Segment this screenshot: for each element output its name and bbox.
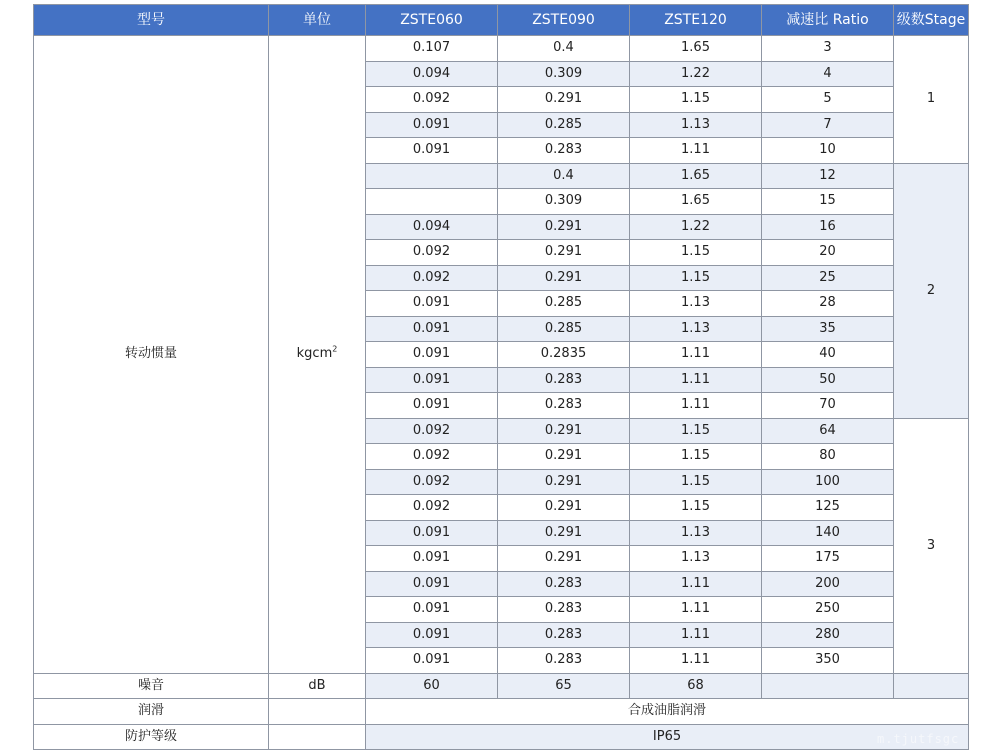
- cell-zste060: 0.091: [366, 367, 498, 393]
- cell-ratio: 200: [762, 571, 894, 597]
- cell-zste090: 0.285: [498, 112, 630, 138]
- inertia-unit: [269, 36, 366, 674]
- spec-table: [33, 4, 969, 750]
- cell-zste120: 1.15: [630, 240, 762, 266]
- cell-zste090: 0.291: [498, 495, 630, 521]
- cell-zste090: 0.291: [498, 520, 630, 546]
- header-stage: 级数Stage: [894, 5, 969, 36]
- cell-ratio: 100: [762, 469, 894, 495]
- lubrication-label: 润滑: [34, 699, 269, 725]
- cell-zste090: 0.283: [498, 393, 630, 419]
- noise-empty-stage: [894, 673, 969, 699]
- cell-ratio: 70: [762, 393, 894, 419]
- protection-value: IP65: [366, 724, 969, 750]
- cell-ratio: 3: [762, 36, 894, 62]
- cell-zste090: 0.291: [498, 546, 630, 572]
- cell-ratio: 40: [762, 342, 894, 368]
- cell-zste090: 0.2835: [498, 342, 630, 368]
- cell-zste120: 1.11: [630, 138, 762, 164]
- cell-ratio: 35: [762, 316, 894, 342]
- noise-value: 60: [366, 673, 498, 699]
- lubrication-unit: [269, 699, 366, 725]
- cell-ratio: 16: [762, 214, 894, 240]
- cell-zste120: 1.13: [630, 291, 762, 317]
- cell-zste120: 1.11: [630, 342, 762, 368]
- cell-ratio: 80: [762, 444, 894, 470]
- cell-zste090: 0.283: [498, 367, 630, 393]
- cell-zste090: 0.4: [498, 163, 630, 189]
- cell-zste060: 0.091: [366, 597, 498, 623]
- cell-zste090: 0.291: [498, 265, 630, 291]
- cell-zste060: 0.094: [366, 61, 498, 87]
- cell-ratio: 7: [762, 112, 894, 138]
- cell-zste090: 0.283: [498, 622, 630, 648]
- cell-ratio: 250: [762, 597, 894, 623]
- cell-zste120: 1.15: [630, 444, 762, 470]
- cell-ratio: 175: [762, 546, 894, 572]
- cell-zste060: 0.092: [366, 265, 498, 291]
- cell-ratio: 15: [762, 189, 894, 215]
- cell-zste120: 1.65: [630, 189, 762, 215]
- inertia-unit-text: kgcm: [296, 346, 333, 362]
- cell-ratio: 20: [762, 240, 894, 266]
- cell-zste060: 0.091: [366, 316, 498, 342]
- cell-zste120: 1.13: [630, 546, 762, 572]
- cell-zste060: 0.091: [366, 138, 498, 164]
- cell-zste090: 0.285: [498, 316, 630, 342]
- header-zste120: ZSTE120: [630, 5, 762, 36]
- cell-zste120: 1.65: [630, 36, 762, 62]
- cell-zste090: 0.283: [498, 138, 630, 164]
- cell-zste120: 1.11: [630, 597, 762, 623]
- cell-zste120: 1.15: [630, 495, 762, 521]
- cell-zste060: [366, 189, 498, 215]
- cell-zste060: 0.092: [366, 418, 498, 444]
- cell-ratio: 12: [762, 163, 894, 189]
- cell-ratio: 4: [762, 61, 894, 87]
- noise-empty-ratio: [762, 673, 894, 699]
- cell-zste090: 0.283: [498, 571, 630, 597]
- cell-zste060: 0.091: [366, 112, 498, 138]
- protection-unit: [269, 724, 366, 750]
- cell-zste120: 1.65: [630, 163, 762, 189]
- cell-zste060: 0.092: [366, 444, 498, 470]
- cell-zste090: 0.291: [498, 87, 630, 113]
- cell-ratio: 280: [762, 622, 894, 648]
- cell-zste060: 0.092: [366, 87, 498, 113]
- cell-zste060: [366, 163, 498, 189]
- cell-zste090: 0.283: [498, 648, 630, 674]
- cell-zste090: 0.291: [498, 240, 630, 266]
- protection-row: [34, 724, 969, 750]
- noise-unit: dB: [269, 673, 366, 699]
- cell-zste090: 0.291: [498, 469, 630, 495]
- cell-zste120: 1.22: [630, 61, 762, 87]
- cell-zste090: 0.309: [498, 61, 630, 87]
- cell-zste120: 1.13: [630, 112, 762, 138]
- cell-ratio: 125: [762, 495, 894, 521]
- noise-value: 68: [630, 673, 762, 699]
- cell-ratio: 50: [762, 367, 894, 393]
- header-row: [34, 5, 969, 36]
- cell-ratio: 350: [762, 648, 894, 674]
- cell-zste060: 0.091: [366, 291, 498, 317]
- cell-ratio: 10: [762, 138, 894, 164]
- cell-zste120: 1.11: [630, 622, 762, 648]
- stage-cell: 2: [894, 163, 969, 418]
- header-unit: 单位: [269, 5, 366, 36]
- stage-cell: 3: [894, 418, 969, 673]
- noise-label: 噪音: [34, 673, 269, 699]
- lubrication-row: [34, 699, 969, 725]
- cell-zste120: 1.11: [630, 367, 762, 393]
- cell-ratio: 28: [762, 291, 894, 317]
- cell-zste120: 1.11: [630, 393, 762, 419]
- cell-zste120: 1.15: [630, 265, 762, 291]
- cell-zste060: 0.092: [366, 495, 498, 521]
- cell-ratio: 25: [762, 265, 894, 291]
- cell-zste120: 1.15: [630, 418, 762, 444]
- cell-zste090: 0.309: [498, 189, 630, 215]
- cell-zste060: 0.091: [366, 546, 498, 572]
- table-row: [34, 36, 969, 62]
- cell-zste120: 1.11: [630, 571, 762, 597]
- cell-zste120: 1.15: [630, 469, 762, 495]
- cell-zste060: 0.092: [366, 469, 498, 495]
- cell-zste090: 0.4: [498, 36, 630, 62]
- cell-zste120: 1.11: [630, 648, 762, 674]
- inertia-unit-sup: 2: [332, 344, 338, 354]
- header-zste060: ZSTE060: [366, 5, 498, 36]
- noise-value: 65: [498, 673, 630, 699]
- cell-zste120: 1.22: [630, 214, 762, 240]
- cell-zste060: 0.091: [366, 622, 498, 648]
- cell-zste090: 0.283: [498, 597, 630, 623]
- protection-label: 防护等级: [34, 724, 269, 750]
- inertia-label: 转动惯量: [34, 36, 269, 674]
- cell-zste060: 0.107: [366, 36, 498, 62]
- cell-zste090: 0.291: [498, 214, 630, 240]
- header-zste090: ZSTE090: [498, 5, 630, 36]
- stage-cell: 1: [894, 36, 969, 164]
- cell-zste060: 0.091: [366, 648, 498, 674]
- cell-zste060: 0.094: [366, 214, 498, 240]
- cell-zste090: 0.291: [498, 444, 630, 470]
- watermark: m.tjutfsgc: [877, 732, 960, 746]
- header-ratio: 减速比 Ratio: [762, 5, 894, 36]
- header-model: 型号: [34, 5, 269, 36]
- cell-zste090: 0.291: [498, 418, 630, 444]
- cell-ratio: 140: [762, 520, 894, 546]
- cell-zste120: 1.15: [630, 87, 762, 113]
- cell-zste060: 0.092: [366, 240, 498, 266]
- cell-zste060: 0.091: [366, 393, 498, 419]
- cell-zste120: 1.13: [630, 316, 762, 342]
- cell-zste090: 0.285: [498, 291, 630, 317]
- cell-zste060: 0.091: [366, 342, 498, 368]
- cell-ratio: 5: [762, 87, 894, 113]
- cell-zste060: 0.091: [366, 520, 498, 546]
- cell-zste120: 1.13: [630, 520, 762, 546]
- cell-zste060: 0.091: [366, 571, 498, 597]
- lubrication-value: 合成油脂润滑: [366, 699, 969, 725]
- noise-row: [34, 673, 969, 699]
- cell-ratio: 64: [762, 418, 894, 444]
